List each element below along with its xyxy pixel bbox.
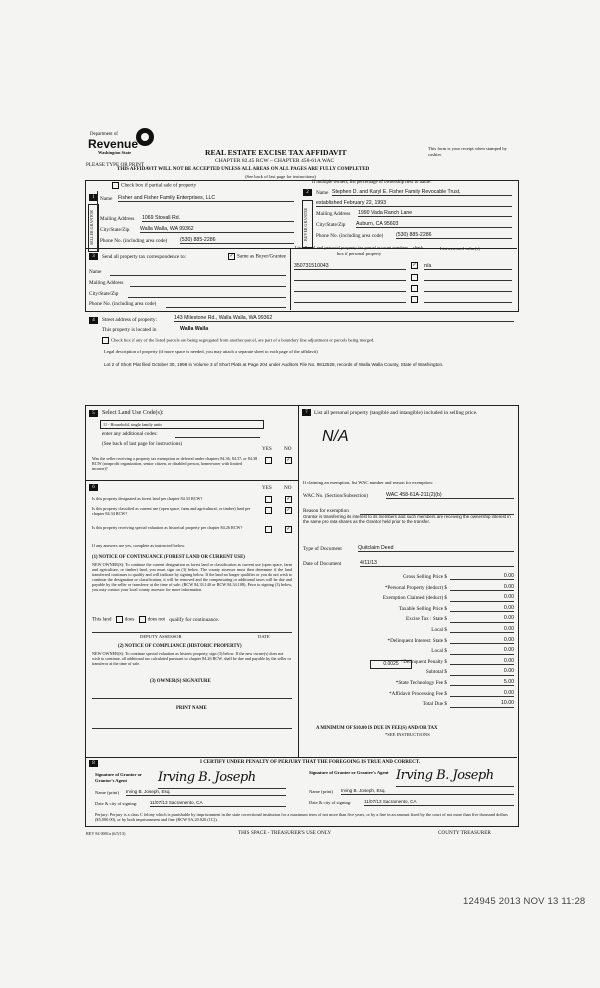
amount-value[interactable]: 10.00 bbox=[450, 700, 514, 707]
corr-phone-label: Phone No. (including area code) bbox=[89, 301, 157, 307]
doc-type[interactable]: Quitclaim Deed bbox=[358, 545, 514, 552]
landuse-label: Select Land Use Code(s): bbox=[102, 410, 164, 416]
additional-codes-field[interactable] bbox=[175, 437, 260, 438]
grantor-signature[interactable]: Irving B. Joseph bbox=[158, 770, 286, 789]
amount-value[interactable]: 0.00 bbox=[450, 637, 514, 644]
county-treasurer: COUNTY TREASURER bbox=[438, 830, 491, 836]
amount-label: Total Due $ bbox=[422, 701, 447, 708]
buyer-mail[interactable]: 1990 Vada Ranch Lane bbox=[358, 210, 512, 217]
section-7-number: 7 bbox=[302, 409, 311, 416]
notice1-title: (1) NOTICE OF CONTINUANCE (FOREST LAND OR CURRENT USE) bbox=[92, 555, 245, 560]
personal-value[interactable]: N/A bbox=[322, 428, 349, 445]
claim-label: If claiming an exemption, list WAC number and reason for exemption: bbox=[303, 480, 433, 485]
amount-value[interactable]: 5.00 bbox=[450, 679, 514, 686]
owner-signature-line[interactable] bbox=[92, 698, 292, 699]
print-name: PRINT NAME bbox=[176, 706, 207, 711]
assessed-header: List assessed value(s) bbox=[440, 246, 480, 251]
seller-name[interactable]: Fisher and Fisher Family Enterprises, LLC bbox=[118, 195, 294, 202]
doc-date[interactable]: 4/11/13 bbox=[360, 560, 514, 567]
buyer-name[interactable]: Stephen D. and Karyl E. Fisher Family Revocable Trust, bbox=[332, 189, 512, 196]
notice2-text: NEW OWNER(S): To continue special valuation as historic property, sign (3) below. If the new owner(s) does not wish to continue, all additional tax calculated pursuant to chapter 84.26 RCW, shall be due and payable by the seller or transferor at the time of sale. bbox=[92, 651, 292, 667]
legal-description[interactable]: Lot 2 of Short Plat filed October 30, 1998 in Volume 3 of Short Plats at Page 204 under Auditors File No. 9812528, records of Walla Walla County, State of Washington. bbox=[104, 362, 444, 367]
buyer-mail-label: Mailing Address bbox=[316, 211, 351, 217]
seller-phone-label: Phone No. (including area code) bbox=[100, 238, 168, 244]
section-6-number: 6 bbox=[89, 484, 98, 491]
section-1-number: 1 bbox=[89, 194, 98, 201]
section-4-number: 4 bbox=[89, 317, 98, 324]
q3-yes[interactable] bbox=[265, 507, 272, 514]
amount-value[interactable]: 0.00 bbox=[450, 668, 514, 675]
received-stamp: 124945 2013 NOV 13 11:28 bbox=[463, 896, 586, 907]
amount-value[interactable]: 0.00 bbox=[450, 594, 514, 601]
located-county[interactable]: Walla Walla bbox=[180, 326, 209, 332]
no-header-2: NO bbox=[284, 485, 292, 491]
rev-code: REV 84 0001a (6/5/13) bbox=[86, 831, 126, 836]
landuse-see: (See back of last page for instructions) bbox=[102, 441, 183, 447]
segregated-check[interactable]: Check box if any of the listed parcels are being segregated from another parcel, are part of a boundary line adjustment or parcels being merged. bbox=[102, 337, 374, 344]
amount-label: Taxable Selling Price $ bbox=[398, 605, 447, 612]
landuse-enter: enter any additional codes: bbox=[102, 431, 158, 437]
parcel-number[interactable]: 350731510043 bbox=[294, 263, 406, 270]
parcel-value[interactable]: n/a bbox=[424, 263, 512, 270]
multiple-owners-note: If multiple owners, list percentage of ownership next to name. bbox=[312, 180, 432, 185]
q2-yes[interactable] bbox=[265, 496, 272, 503]
buyer-phone-label: Phone No. (including area code) bbox=[316, 233, 384, 239]
qualify-label: qualify for continuance. bbox=[169, 616, 219, 623]
legal-label: Legal description of property (if more space is needed, you may attach a separate sheet to each page of the affidavit) bbox=[104, 349, 318, 354]
date2[interactable]: 11/07/13 Sacramento, CA bbox=[364, 799, 514, 806]
landuse-code-select[interactable]: 11 - Household, single family units bbox=[100, 420, 264, 429]
amount-label: *Delinquent Interest: State $ bbox=[387, 637, 447, 644]
dept-state: Washington State bbox=[98, 150, 132, 155]
date1-label: Date & city of signing: bbox=[95, 801, 138, 806]
name2[interactable]: Irving B. Joseph, Esq. bbox=[341, 788, 514, 795]
corr-mail-label: Mailing Address bbox=[89, 280, 124, 286]
reason-label: Reason for exemption bbox=[303, 508, 349, 514]
q4-yes[interactable] bbox=[265, 526, 272, 533]
buyer-phone[interactable]: (530) 885-2286 bbox=[396, 232, 512, 239]
amount-label: *State Technology Fee $ bbox=[395, 680, 447, 686]
amount-label: Gross Selling Price $ bbox=[403, 574, 447, 580]
treasurer-space: THIS SPACE - TREASURER'S USE ONLY bbox=[238, 830, 332, 836]
corr-name-label: Name bbox=[89, 269, 102, 275]
deputy-date: DATE bbox=[258, 634, 270, 639]
does-label: does bbox=[124, 616, 135, 623]
q3-no[interactable]: ✓ bbox=[286, 508, 291, 513]
sig1-label: Signature of Grantor or Grantor's Agent bbox=[95, 772, 142, 783]
does-not-label: does not bbox=[147, 616, 165, 623]
buyer-city[interactable]: Auburn, CA 95603 bbox=[356, 221, 512, 228]
partial-sale-check[interactable]: Check box if partial sale of property bbox=[112, 182, 196, 189]
grantee-signature[interactable]: Irving B. Joseph bbox=[396, 768, 514, 787]
street-label: Street address of property: bbox=[102, 317, 157, 323]
question-2: Is this property designated as forest land per chapter 84.33 RCW? bbox=[92, 496, 203, 501]
does-not-check[interactable] bbox=[139, 616, 146, 623]
this-land-label: This land bbox=[92, 616, 112, 623]
form-title: REAL ESTATE EXCISE TAX AFFIDAVIT bbox=[205, 148, 347, 157]
form-chapter: CHAPTER 82.45 RCW – CHAPTER 458-61A WAC bbox=[215, 158, 335, 164]
amount-label: Exemption Claimed (deduct) $ bbox=[382, 595, 447, 602]
name1[interactable]: Irving B. Joseph, Esq. bbox=[126, 789, 286, 796]
date2-label: Date & city of signing: bbox=[309, 800, 352, 805]
amount-label: *Delinquent Penalty $ bbox=[400, 658, 447, 665]
name1-label: Name (print) bbox=[95, 790, 119, 795]
amount-label: Subtotal $ bbox=[425, 669, 447, 676]
same-as-buyer-check[interactable]: ✓ Same as Buyer/Grantee bbox=[229, 253, 286, 260]
buyer-city-label: City/State/Zip bbox=[316, 222, 346, 228]
amount-label: Local $ bbox=[431, 627, 447, 633]
parcel-check-2[interactable] bbox=[411, 274, 418, 281]
street-address[interactable]: 143 Milestone Rd., Walla Walla, WA 99362 bbox=[174, 315, 514, 322]
form-warning: THIS AFFIDAVIT WILL NOT BE ACCEPTED UNLESS ALL AREAS ON ALL PAGES ARE FULLY COMPLETED bbox=[117, 167, 370, 172]
buyer-name-2[interactable]: established February 22, 1993 bbox=[316, 200, 512, 207]
question-4: Is this property receiving special valuation as historical property per chapter 84.26 RCW? bbox=[92, 525, 243, 530]
parcel-personal-check[interactable]: ✓ bbox=[412, 263, 417, 268]
doc-date-label: Date of Document bbox=[303, 561, 342, 567]
parcel-check-3[interactable] bbox=[411, 285, 418, 292]
seller-city[interactable]: Walla Walla, WA 99362 bbox=[140, 226, 294, 233]
q1-yes[interactable] bbox=[265, 457, 272, 464]
see-back: (See back of last page for instructions) bbox=[245, 174, 316, 179]
seller-mail-label: Mailing Address bbox=[100, 216, 135, 222]
dept-small: Department of bbox=[90, 132, 118, 137]
doc-type-label: Type of Document bbox=[303, 546, 342, 552]
parcel-check-4[interactable] bbox=[411, 296, 418, 303]
if-yes: If any answers are yes, complete as instructed below. bbox=[92, 543, 186, 548]
minimum-note: A MINIMUM OF $10.00 IS DUE IN FEE(S) AND/OR TAX bbox=[316, 726, 438, 731]
local-rate[interactable]: 0.0025 bbox=[370, 660, 412, 669]
wac-number[interactable]: WAC 458-61A-211(2)(b) bbox=[386, 492, 514, 499]
see-instructions: *SEE INSTRUCTIONS bbox=[385, 732, 430, 737]
seller-side-label: SELLER GRANTOR bbox=[88, 204, 99, 252]
perjury-note: Perjury: Perjury is a class C felony which is punishable by imprisonment in the state correctional institution for a maximum term of not more than five years, or by a fine in an amount fixed by the court of not more than five thousand dollars ($5,000.00), or by both imprisonment and fine (RCW 9A.20.020 (1C)). bbox=[95, 812, 508, 823]
name2-label: Name (print) bbox=[309, 789, 333, 794]
question-1: Was the seller receiving a property tax exemption or deferral under chapters 84.36, 84.37, or 84.38 RCW (nonprofit organization, senior citizen, or disabled person, homeowner with limited income)? bbox=[92, 456, 258, 472]
section-2-number: 2 bbox=[303, 189, 312, 196]
amount-label: Local $ bbox=[431, 648, 447, 655]
amount-label: *Personal Property (deduct) $ bbox=[384, 584, 447, 591]
amount-value[interactable]: 0.00 bbox=[450, 615, 514, 622]
wac-label: WAC No. (Section/Subsection) bbox=[303, 493, 368, 499]
amount-value[interactable]: 0.00 bbox=[450, 690, 514, 697]
notice2-title: (2) NOTICE OF COMPLIANCE (HISTORIC PROPERTY) bbox=[118, 644, 242, 649]
dept-big: Revenue bbox=[88, 137, 139, 151]
seller-phone[interactable]: (530) 885-2286 bbox=[180, 237, 294, 244]
deputy-assessor: DEPUTY ASSESSOR bbox=[140, 634, 182, 639]
section-3-number: 3 bbox=[89, 253, 98, 260]
owner-signature: (3) OWNER(S) SIGNATURE bbox=[150, 679, 211, 684]
date1[interactable]: 11/07/13 Sacramento, CA bbox=[150, 800, 286, 807]
tax-corr-label: Send all property tax correspondence to: bbox=[102, 254, 186, 260]
please-type: PLEASE TYPE OR PRINT bbox=[86, 162, 144, 168]
amount-value[interactable]: 0.00 bbox=[450, 647, 514, 654]
sig2-label: Signature of Grantee or Grantee's Agent bbox=[309, 770, 389, 775]
q1-no[interactable]: ✓ bbox=[286, 458, 291, 463]
notice1-text: NEW OWNER(S): To continue the current designation as forest land or classification as current use (open space, farm and agriculture, or timber) land, you must sign on (3) below. The county assessor must then determine if the land transferred continues to qualify and will indicate by signing below. If the land no longer qualifies or you do not wish to continue the designation or classification, it will be removed and the compensating or additional taxes will be due and payable by the seller or transferor at the time of sale. (RCW 84.33.140 or RCW 84.34.108). Prior to signing (3) below, you may contact your local county assessor for more information. bbox=[92, 562, 292, 593]
buyer-name-label: Name bbox=[316, 190, 329, 196]
receipt-note: This form is your receipt when stamped by cashier. bbox=[428, 146, 507, 157]
personal-label: List all personal property (tangible and intangible) included in selling price. bbox=[314, 410, 478, 416]
q2-no[interactable]: ✓ bbox=[286, 497, 291, 502]
question-3: Is this property classified as current use (open space, farm and agricultural, or timber) land per chapter 84.34 RCW? bbox=[92, 506, 251, 517]
certify-text: I CERTIFY UNDER PENALTY OF PERJURY THAT THE FOREGOING IS TRUE AND CORRECT. bbox=[200, 760, 421, 765]
section-5-number: 5 bbox=[89, 410, 98, 417]
seller-name-label: Name bbox=[100, 196, 113, 202]
amount-value[interactable]: 0.00 bbox=[450, 573, 514, 580]
revenue-logo bbox=[88, 128, 158, 156]
seller-mail[interactable]: 1069 Stovall Rd. bbox=[142, 215, 294, 222]
yes-header-1: YES bbox=[262, 446, 272, 452]
this-land bbox=[92, 616, 219, 623]
located-label: This property is located in bbox=[102, 327, 157, 333]
does-check[interactable] bbox=[116, 616, 123, 623]
corr-city-label: City/State/Zip bbox=[89, 291, 119, 297]
amount-value[interactable]: 0.00 bbox=[450, 605, 514, 612]
no-header-1: NO bbox=[284, 446, 292, 452]
amount-label: *Affidavit Processing Fee $ bbox=[389, 690, 447, 697]
seller-city-label: City/State/Zip bbox=[100, 227, 130, 233]
q4-no[interactable]: ✓ bbox=[286, 527, 291, 532]
amount-label: Excise Tax : State $ bbox=[405, 616, 447, 623]
amount-value[interactable]: 0.00 bbox=[450, 658, 514, 665]
amount-value[interactable]: 0.00 bbox=[450, 626, 514, 633]
yes-header-2: YES bbox=[262, 485, 272, 491]
parcels-header: List all real and personal property tax parcel account numbers – check box if personal property bbox=[294, 245, 424, 256]
section-8-number: 8 bbox=[89, 760, 98, 767]
buyer-side-label: BUYER GRANTEE bbox=[302, 200, 313, 248]
print-name-line[interactable] bbox=[92, 728, 292, 729]
amount-value[interactable]: 0.00 bbox=[450, 584, 514, 591]
reason-text[interactable]: Grantor is transferring its interest to its members and such members are receiving the ownership interest in the same pro rata shares as the Grantor held prior to the transfer. bbox=[303, 514, 511, 525]
